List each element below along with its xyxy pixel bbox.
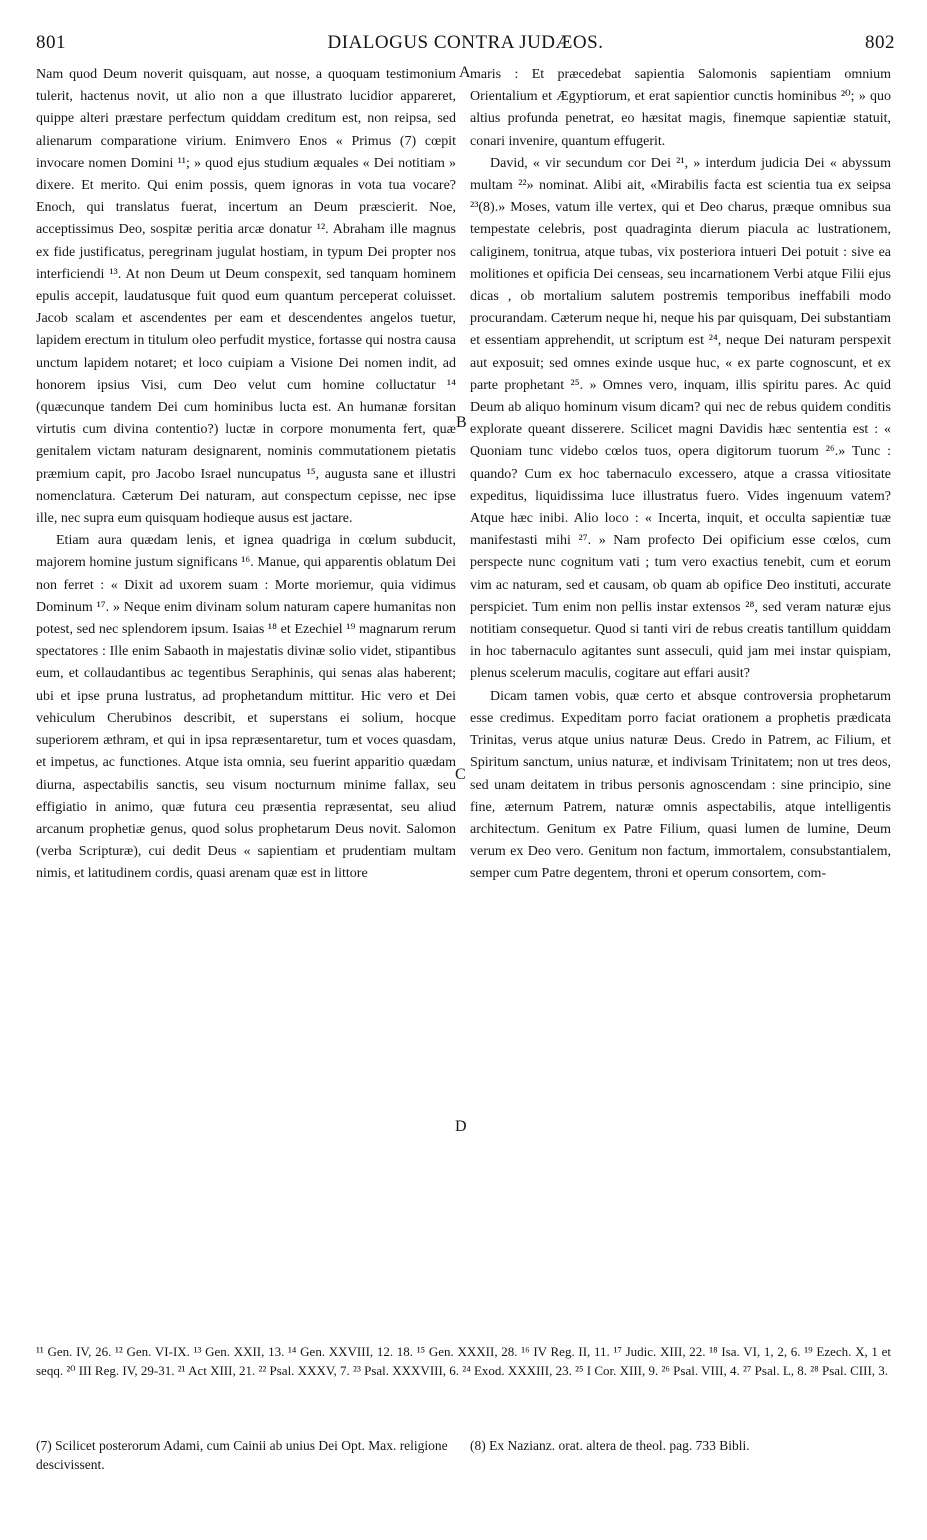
paragraph: Nam quod Deum noverit quisquam, aut nosse, a quoquam testimonium tulerit, hactenus novit, ut alio non a que illustrato lucidior appareret, quippe alteri præstare perfectum quiddam creditum est, non reipsa, sed alienarum comparatione virium. Enimvero Enos « Primus (7) cœpit invocare nomen Domini ¹¹; » quod ejus studium æquales « Dei notitiam » dixere. Et merito. Qui enim possis, quem ignoras in vota tua vocare? Enoch, qui translatus fuerat, incertum an Deum præscierit. Noe, acceptissimus Deo, sospitæ peritia arcæ donatur ¹². Abraham ille magnus ex fide justificatus, peregrinam jugulat hostiam, in typum Dei propter nos interficiendi ¹³. At non Deum ut Deum conspexit, sed tanquam hominem epulis accepit, laudatusque fuit quod eum quantum perceperat coluisset. Jacob scalam et ascendentes per eam et descendentes angelos tuetur, lapidem erectum in titulum oleo perfudit mystice, fortasse qui nostra causa unctum lapidem notaret; et loco cuipiam a Visione Dei nomen indit, ad honorem ipsius Visi, cum Deo velut cum homine colluctatur ¹⁴ (quæcunque tandem Dei cum hominibus lucta est. An humanæ forsitan virtutis cum divina contentio?) luctæ in corpore monumenta fert, quæ genitalem victam naturam designarent, nominis commutationem pietatis præmium capit, pro Jacobo Israel nuncupatus ¹⁵, augusta sane et illustri nomenclatura. Cæterum Dei naturam, aut conspectum cepisse, nec ipse ille, nec supra eum quisquam hodieque ausus est jactare. bbox=[36, 67, 456, 527]
page-number-right: 802 bbox=[865, 32, 895, 53]
footnote-text: (7) Scilicet posterorum Adami, cum Cainii ab unius Dei Opt. Max. religione descivissent. bbox=[36, 1438, 448, 1472]
scripture-references: ¹¹ Gen. IV, 26. ¹² Gen. VI-IX. ¹³ Gen. XXII, 13. ¹⁴ Gen. XXVIII, 12. 18. ¹⁵ Gen. XXXII, 28. ¹⁶ IV Reg. II, 11. ¹⁷ Judic. XIII, 22. ¹⁸ Isa. VI, 1, 2, 6. ¹⁹ Ezech. X, 1 et seqq. ²⁰ III Reg. IV, 29-31. ²¹ Act XIII, 21. ²² Psal. XXXV, 7. ²³ Psal. XXXVIII, 6. ²⁴ Exod. XXXIII, 23. ²⁵ I Cor. XIII, 9. ²⁶ Psal. VIII, 4. ²⁷ Psal. L, 8. ²⁸ Psal. CIII, 3. bbox=[36, 1344, 891, 1378]
paragraph: maris : Et præcedebat sapientia Salomonis sapientiam omnium Orientalium et Ægyptiorum, et erat sapientior cunctis hominibus ²⁰; » quo altius profunda penetrat, eo hæsitat magis, finemque sapientiæ statuit, conari invenire, quantum effugerit. bbox=[470, 67, 891, 149]
page-number-left: 801 bbox=[36, 32, 66, 53]
footnote-right bbox=[470, 1436, 891, 1455]
section-marker-c: C bbox=[455, 766, 466, 783]
section-marker-a: A bbox=[459, 64, 471, 81]
paragraph: Dicam tamen vobis, quæ certo et absque controversia prophetarum esse credimus. Expeditam porro faciat orationem a prophetis prædicata Trinitas, verus atque unius naturæ Deus. Credo in Patrem, ac Filium, et Spiritum sanctum, unius naturæ, et indivisam Trinitatem; non ut tres deos, sed unam deitatem in tribus personis agnoscendam : sine principio, sine fine, æternum Patrem, naturæ omnis aspectabilis, atque intelligentis architectum. Genitum ex Patre Filium, quasi lumen de lumine, Deum verum ex Deo vero. Genitum non factum, immortalem, consubstantialem, semper cum Patre degentem, throni et operum consortem, com- bbox=[470, 688, 891, 882]
paragraph: David, « vir secundum cor Dei ²¹, » interdum judicia Dei « abyssum multam ²²» nominat. Alibi ait, «Mirabilis facta est scientia tua ex seipsa ²³(8).» Moses, vatum ille vertex, qui et Deo charus, præque omnibus sua tempestate celebris, post quadraginta dierum piacula ac lustrationem, caliginem, tonitrua, atque tubas, vix posteriora intueri Dei potuit : sive ea molitiones et opificia Dei censeas, seu incarnationem Verbi atque Filii ejus dicas , ob mortalium salutem postremis temporibus ineffabili modo procurandam. Cæterum neque hi, neque his par quisquam, Dei substantiam et essentiam apprehendit, ut scriptum est ²⁴, neque Dei naturam perspexit aut exposuit; sed omnes exinde usque huc, « ex parte cognoscunt, et ex parte prophetant ²⁵. » Omnes vero, inquam, illis spiritu pares. Ac quid Deum ab aliquo hominum visum dicam? qui nec de rebus quidem conditis explorate queant disserere. Scilicet magni Davidis hæc sententia est : « Quoniam tunc videbo cœlos tuos, opera digitorum tuorum ²⁶.» Tunc : quando? Cum ex hoc tabernaculo excessero, atque a crassa vitiositate expeditus, liquidissima luce illustratus fuero. Vides ingenuum vatem? Atque hæc inibi. Alio loco : « Incerta, inquit, et occulta sapientiæ tuæ manifestasti mihi ²⁷. » Nam profecto Dei opificium esse cœlos, cum perspecte nunc cognitum vati ; tum vero exactius tenebit, cum et eorum vim ac naturam, sed et causam, ob quam ab opifice Deo instituti, accurate perspiciet. Tum enim non pellis instar extensos ²⁸, sed veram naturæ ejus notitiam consequetur. Quod si tanti viri de rebus creatis tantillum quiddam in hoc tabernaculo agitantes sunt asseculi, quid jam mei instar quispiam, plenus scelerum maculis, cogitare aut effari ausit? bbox=[470, 155, 891, 682]
running-header bbox=[36, 32, 895, 60]
section-marker-b: B bbox=[456, 414, 467, 431]
footnote-text: (8) Ex Nazianz. orat. altera de theol. pag. 733 Bibli. bbox=[470, 1438, 750, 1453]
footnote-left bbox=[36, 1436, 456, 1474]
running-title: DIALOGUS CONTRA JUDÆOS. bbox=[327, 32, 604, 53]
section-marker-d: D bbox=[455, 1118, 467, 1135]
paragraph: Etiam aura quædam lenis, et ignea quadriga in cœlum subducit, majorem homine justum significans ¹⁶. Manue, qui apparentis oblatum Dei non ferret : « Dixit ad uxorem suam : Morte moriemur, quia vidimus Dominum ¹⁷. » Neque enim divinam solum naturam capere humanitas non potest, sed nec splendorem ipsum. Isaias ¹⁸ et Ezechiel ¹⁹ magnarum rerum spectatores : Ille enim Sabaoth in majestatis divinæ solio videt, stipantibus eum, et collaudantibus ac tegentibus Seraphinis, qui senas alas haberent; ubi et ipse pruna lustratus, ad prophetandum mittitur. Hic vero et Dei vehiculum Cherubinos describit, et superstans ei solium, hocque superiorem æthram, et qui in ipsa repræsentaretur, tum et voces quasdam, et impetus, ac functiones. Atque ista omnia, seu fuerint apparitio quædam diurna, aspectabilis sanctis, seu visum nocturnum minime fallax, seu effigiatio in animo, quæ futura ceu præsentia repræsentat, seu aliud arcanum prophetiæ genus, quod solus prophetarum Deus novit. Salomon (verba Scripturæ), cui dedit Deus « sapientiam et prudentiam multam nimis, et latitudinem cordis, quasi arenam quæ est in littore bbox=[36, 533, 456, 882]
left-column bbox=[36, 64, 456, 1326]
right-column bbox=[470, 64, 891, 1326]
